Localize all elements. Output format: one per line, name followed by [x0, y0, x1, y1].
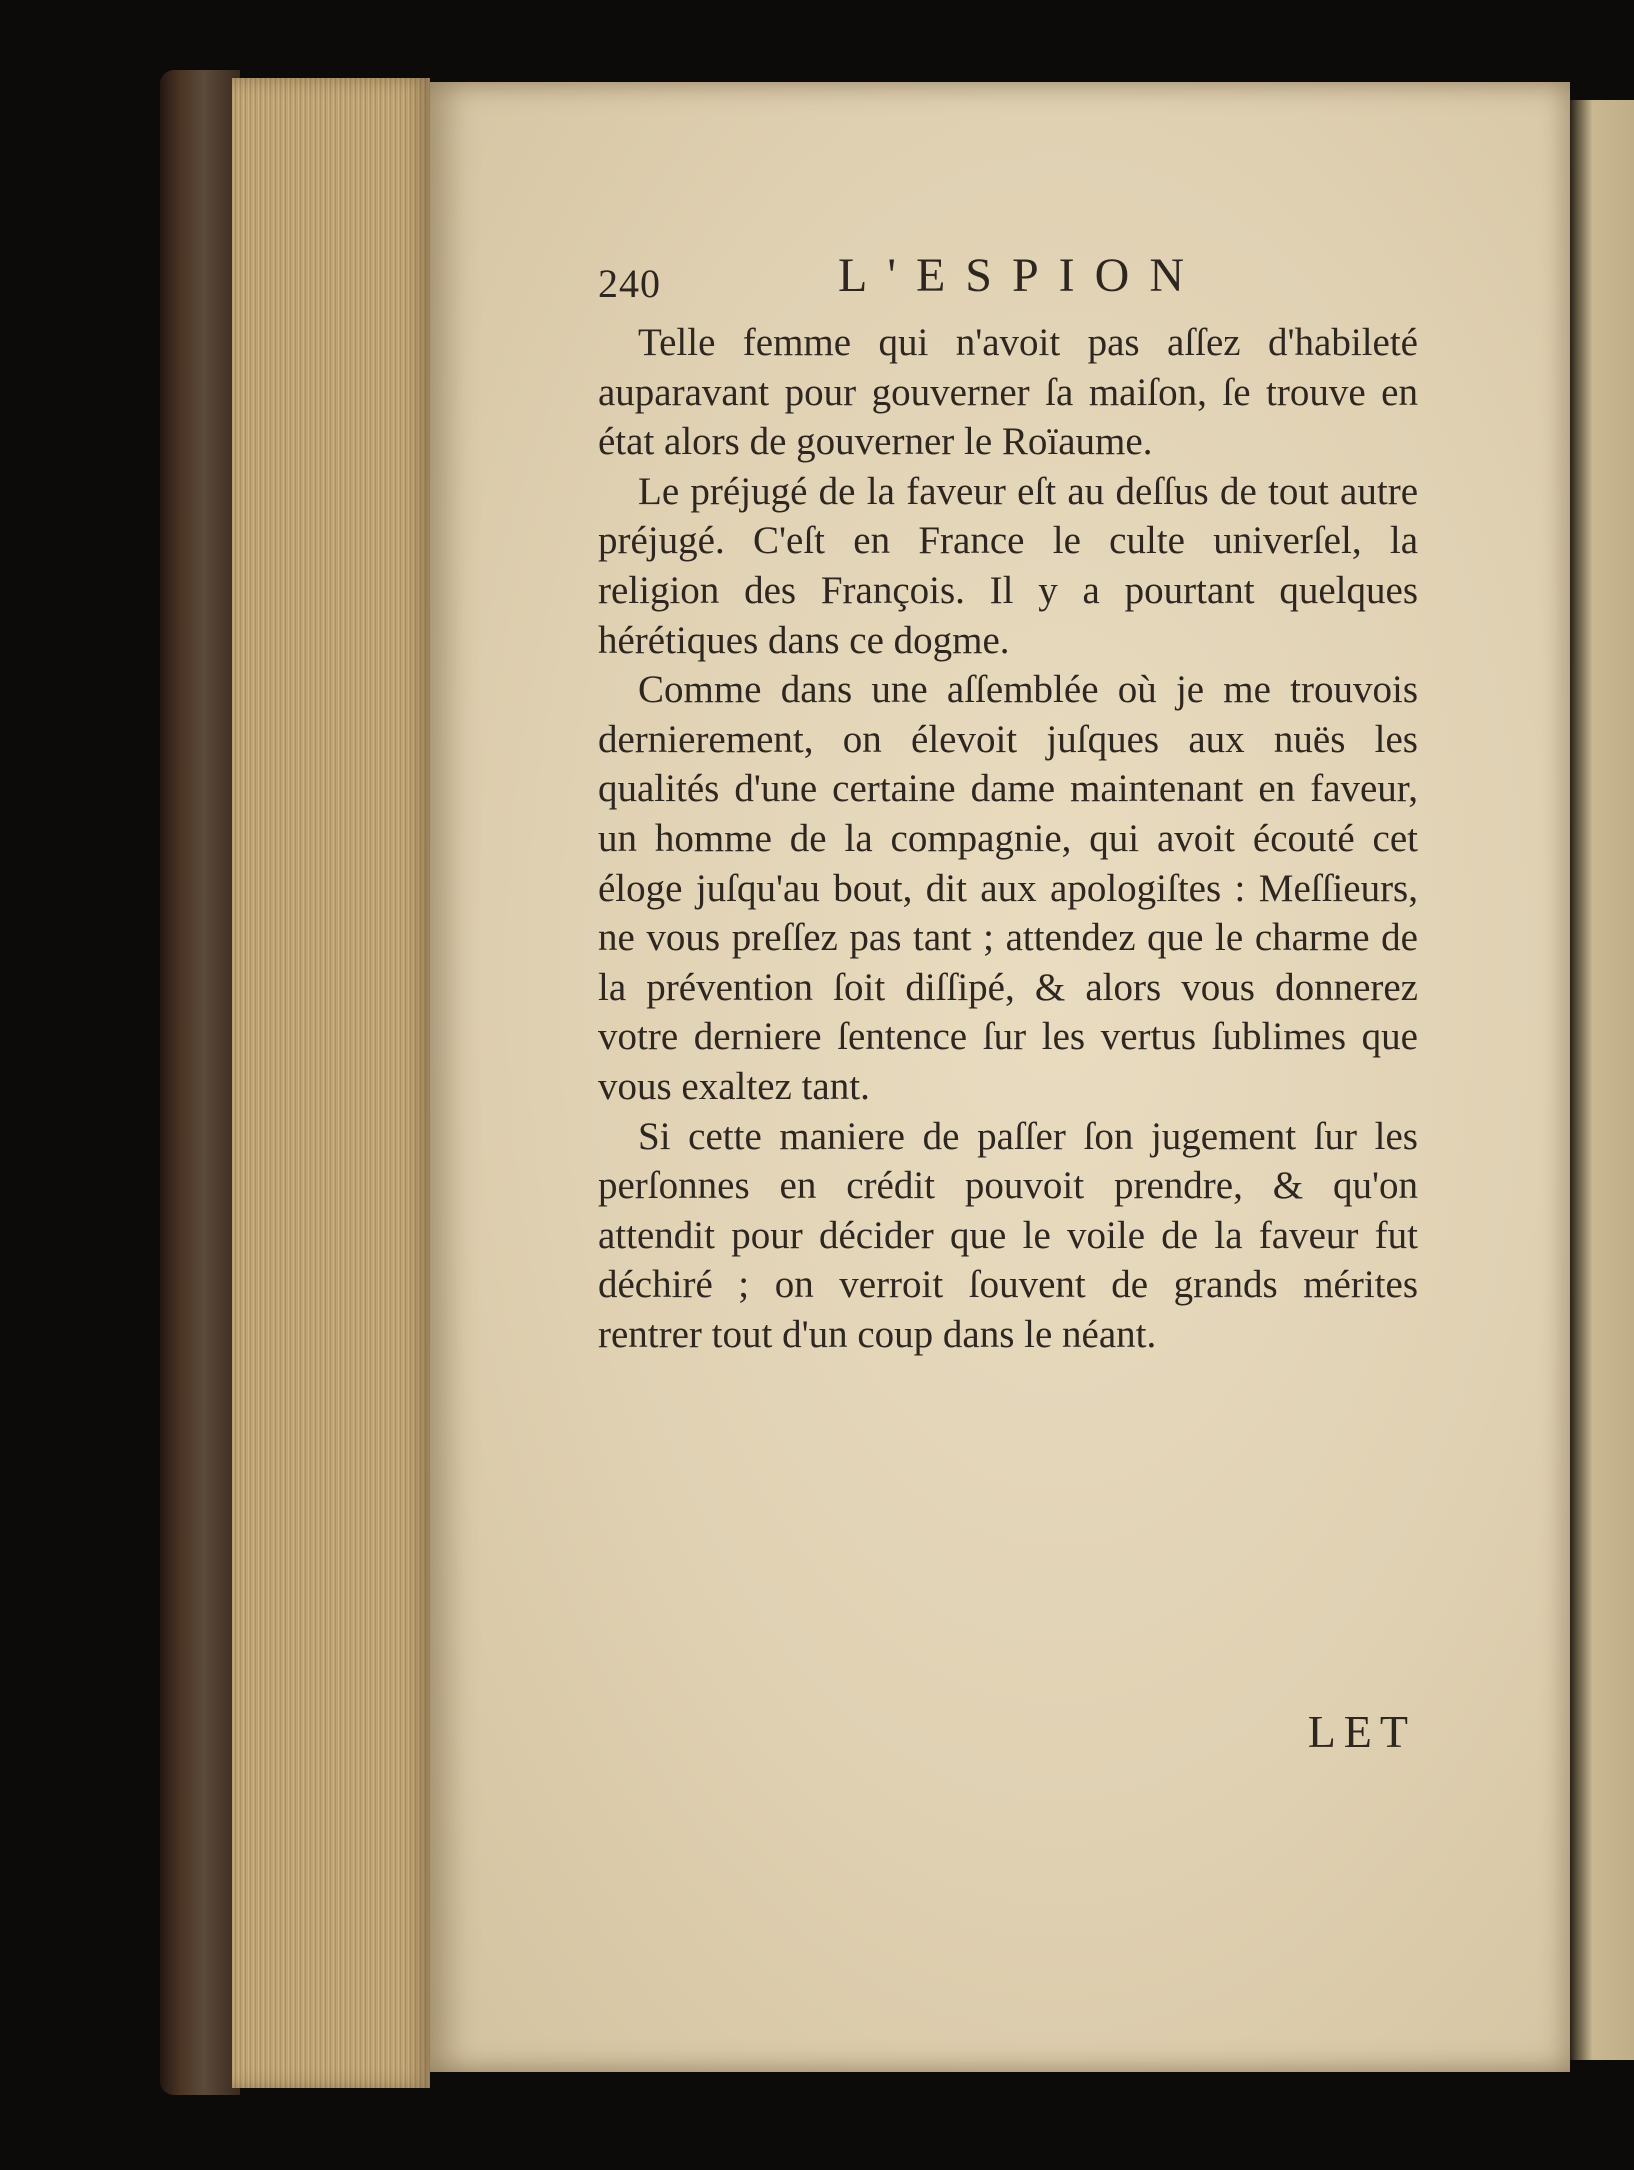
facing-page-edge [1570, 100, 1634, 2060]
paragraph-3: Comme dans une aſſemblée où je me trouvois dernierement, on élevoit juſques aux nuës les qualités d'une certaine dame maintenant en faveur, un homme de la compagnie, qui avoit écouté cet éloge juſqu'au bout, dit aux apologiſtes : Meſſieurs, ne vous preſſez pas tant ; attendez que le charme de la prévention ſoit diſſipé, & alors vous donnerez votre derniere ſentence ſur les vertus ſublimes que vous exaltez tant. [598, 668, 1418, 1108]
running-head [598, 248, 1218, 318]
catchword: LET [1307, 1706, 1416, 1757]
page-number: 240 [598, 261, 661, 306]
paragraph-2: Le préjugé de la faveur eſt au deſſus de tout autre préjugé. C'eſt en France le culte univerſel, la religion des François. Il y a pourtant quelques hérétiques dans ce dogme. [598, 469, 1418, 662]
book-spine [160, 70, 240, 2095]
header-title: L'ESPION [838, 249, 1204, 302]
paragraph-1: Telle femme qui n'avoit pas aſſez d'habileté auparavant pour gouverner ſa maiſon, ſe trouve en état alors de gouverner le Roïaume. [598, 321, 1418, 464]
text-block [598, 318, 1418, 1359]
page-edges [232, 78, 430, 2088]
paragraph-4: Si cette maniere de paſſer ſon jugement ſur les perſonnes en crédit pouvoit prendre, & qu'on attendit pour décider que le voile de la faveur fut déchiré ; on verroit ſouvent de grands mérites rentrer tout d'un coup dans le néant. [598, 1114, 1418, 1356]
